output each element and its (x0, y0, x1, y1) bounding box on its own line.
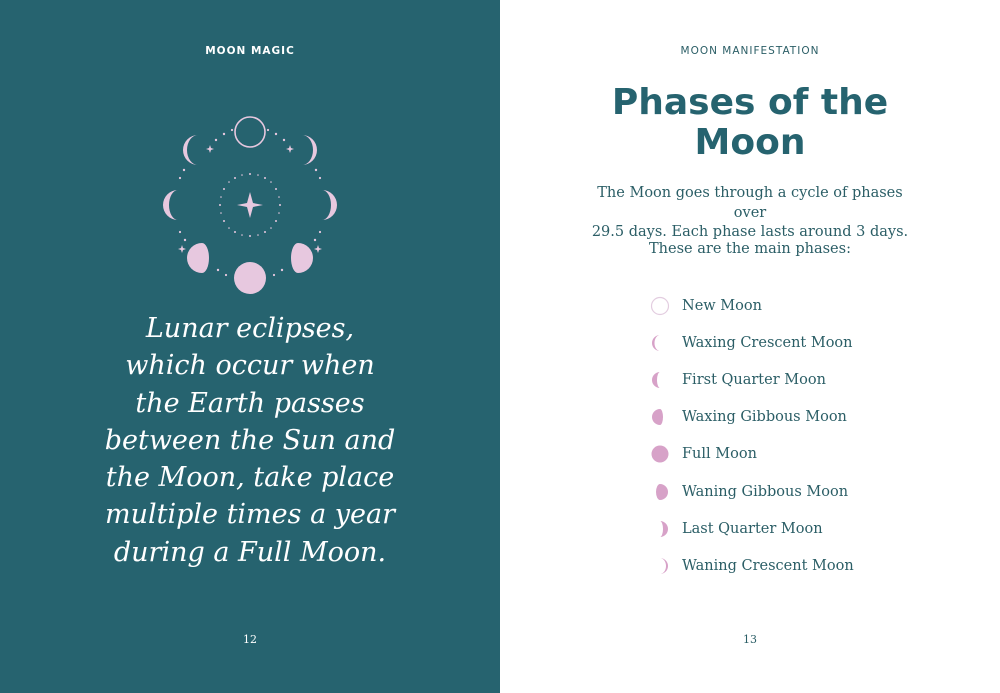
new-moon-icon (650, 296, 670, 316)
left-running-head: MOON MAGIC (205, 45, 295, 57)
phases-lead: These are the main phases: (649, 241, 851, 257)
phase-label: Waning Crescent Moon (682, 557, 854, 574)
full-moon-icon (650, 444, 670, 464)
last-quarter-icon (650, 519, 670, 539)
first-quarter-icon (650, 370, 670, 390)
phase-item-waxing-crescent (650, 324, 854, 361)
eclipse-quote (90, 310, 410, 571)
left-page-number: 12 (243, 633, 257, 646)
right-page-number: 13 (743, 633, 757, 646)
phase-item-first-quarter (650, 361, 854, 398)
intro-line: The Moon goes through a cycle of phases over (597, 185, 903, 221)
waning-crescent-icon (650, 556, 670, 576)
quote-line: multiple times a year (104, 499, 395, 531)
intro-paragraph (580, 184, 920, 243)
quote-line: the Earth passes (135, 387, 365, 419)
right-page (500, 0, 1000, 693)
phase-label: New Moon (682, 297, 762, 314)
phase-label: First Quarter Moon (682, 371, 826, 388)
phase-label: Waning Gibbous Moon (682, 483, 849, 500)
waning-gibbous-icon (650, 482, 670, 502)
quote-line: the Moon, take place (105, 462, 395, 494)
phase-item-waxing-gibbous (650, 399, 854, 436)
phase-item-waning-crescent (650, 547, 854, 584)
intro-line: 29.5 days. Each phase lasts around 3 days. (591, 224, 909, 240)
quote-line: during a Full Moon. (113, 536, 387, 568)
phase-list (650, 287, 854, 585)
phase-label: Waxing Crescent Moon (682, 334, 853, 351)
quote-line: which occur when (125, 350, 375, 382)
quote-line: between the Sun and (104, 424, 396, 456)
moon-phases-wheel-icon (150, 110, 350, 300)
title-line: Moon (694, 122, 806, 163)
phase-item-last-quarter (650, 510, 854, 547)
waxing-crescent-icon (650, 333, 670, 353)
title-line: Phases of the (611, 82, 889, 123)
phase-item-waning-gibbous (650, 473, 854, 510)
phase-label: Full Moon (682, 446, 757, 463)
page-title (500, 83, 1000, 163)
waxing-gibbous-icon (650, 407, 670, 427)
phase-item-full-moon (650, 436, 854, 473)
quote-line: Lunar eclipses, (145, 313, 355, 344)
phase-label: Last Quarter Moon (682, 520, 823, 537)
phase-item-new-moon (650, 287, 854, 324)
phase-label: Waxing Gibbous Moon (682, 409, 847, 426)
right-running-head: MOON MANIFESTATION (680, 45, 820, 57)
